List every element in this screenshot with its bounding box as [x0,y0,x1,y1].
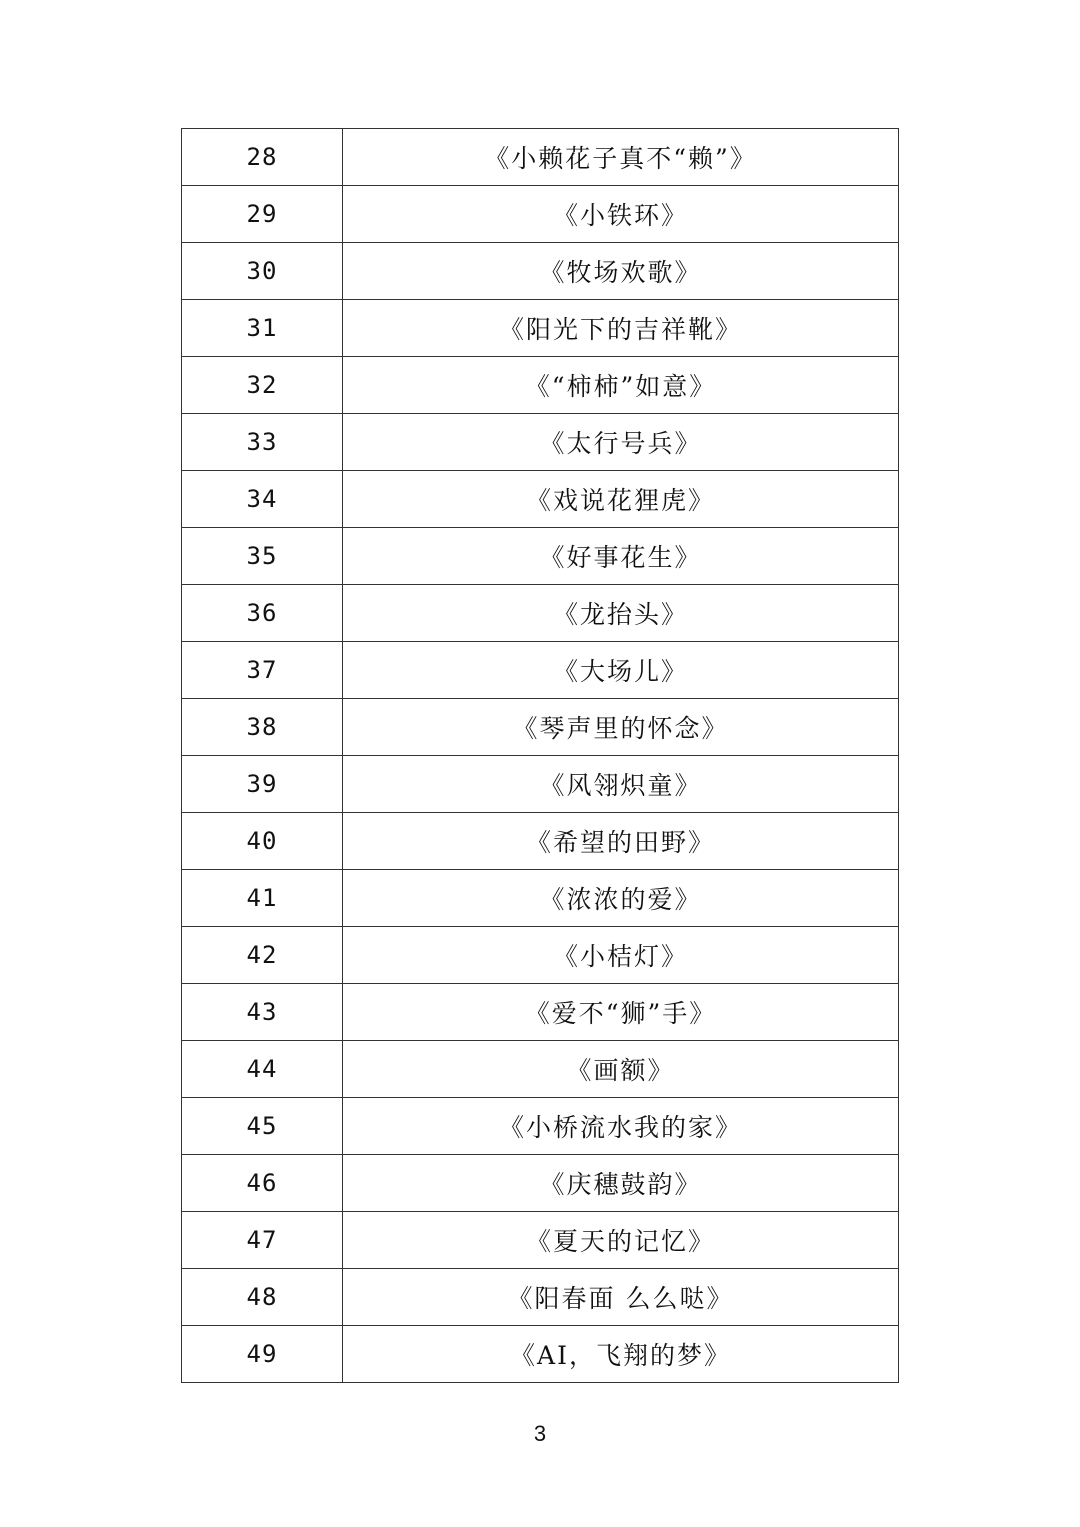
program-title-cell: 《浓浓的爱》 [343,870,899,927]
program-title-cell: 《小赖花子真不“赖”》 [343,129,899,186]
row-number-cell: 48 [182,1269,343,1326]
program-title-cell: 《龙抬头》 [343,585,899,642]
table-row [182,300,899,357]
row-number-cell: 31 [182,300,343,357]
table-row [182,699,899,756]
program-title-cell: 《小铁环》 [343,186,899,243]
program-title-cell: 《夏天的记忆》 [343,1212,899,1269]
row-number-cell: 41 [182,870,343,927]
table-row [182,756,899,813]
table-row [182,1269,899,1326]
program-title-cell: 《风翎炽童》 [343,756,899,813]
program-title-cell: 《琴声里的怀念》 [343,699,899,756]
row-number-cell: 45 [182,1098,343,1155]
table-row [182,984,899,1041]
row-number-cell: 40 [182,813,343,870]
program-list-table [181,128,899,1383]
table-row [182,642,899,699]
program-title-cell: 《大场儿》 [343,642,899,699]
table-row [182,927,899,984]
row-number-cell: 49 [182,1326,343,1383]
table-body [182,129,899,1383]
program-title-cell: 《希望的田野》 [343,813,899,870]
row-number-cell: 32 [182,357,343,414]
program-title-cell: 《戏说花狸虎》 [343,471,899,528]
table-row [182,813,899,870]
table-row [182,585,899,642]
program-title-cell: 《“柿柿”如意》 [343,357,899,414]
table-row [182,1041,899,1098]
row-number-cell: 29 [182,186,343,243]
row-number-cell: 28 [182,129,343,186]
row-number-cell: 37 [182,642,343,699]
program-title-cell: 《AI，飞翔的梦》 [343,1326,899,1383]
program-title-cell: 《阳春面 么么哒》 [343,1269,899,1326]
program-title-cell: 《太行号兵》 [343,414,899,471]
program-title-cell: 《小桥流水我的家》 [343,1098,899,1155]
row-number-cell: 33 [182,414,343,471]
program-title-cell: 《阳光下的吉祥靴》 [343,300,899,357]
program-title-cell: 《小桔灯》 [343,927,899,984]
row-number-cell: 38 [182,699,343,756]
table-row [182,870,899,927]
page-number: 3 [533,1421,547,1446]
program-title-cell: 《庆穗鼓韵》 [343,1155,899,1212]
row-number-cell: 47 [182,1212,343,1269]
row-number-cell: 35 [182,528,343,585]
table-row [182,1098,899,1155]
row-number-cell: 36 [182,585,343,642]
row-number-cell: 34 [182,471,343,528]
table-row [182,414,899,471]
table-row [182,243,899,300]
table-row [182,1326,899,1383]
program-title-cell: 《爱不“狮”手》 [343,984,899,1041]
row-number-cell: 39 [182,756,343,813]
row-number-cell: 44 [182,1041,343,1098]
program-title-cell: 《好事花生》 [343,528,899,585]
table-row [182,129,899,186]
program-title-cell: 《画额》 [343,1041,899,1098]
row-number-cell: 43 [182,984,343,1041]
row-number-cell: 42 [182,927,343,984]
table-row [182,471,899,528]
table-row [182,186,899,243]
table-row [182,528,899,585]
row-number-cell: 30 [182,243,343,300]
program-title-cell: 《牧场欢歌》 [343,243,899,300]
table-row [182,1212,899,1269]
table-row [182,357,899,414]
table-row [182,1155,899,1212]
row-number-cell: 46 [182,1155,343,1212]
